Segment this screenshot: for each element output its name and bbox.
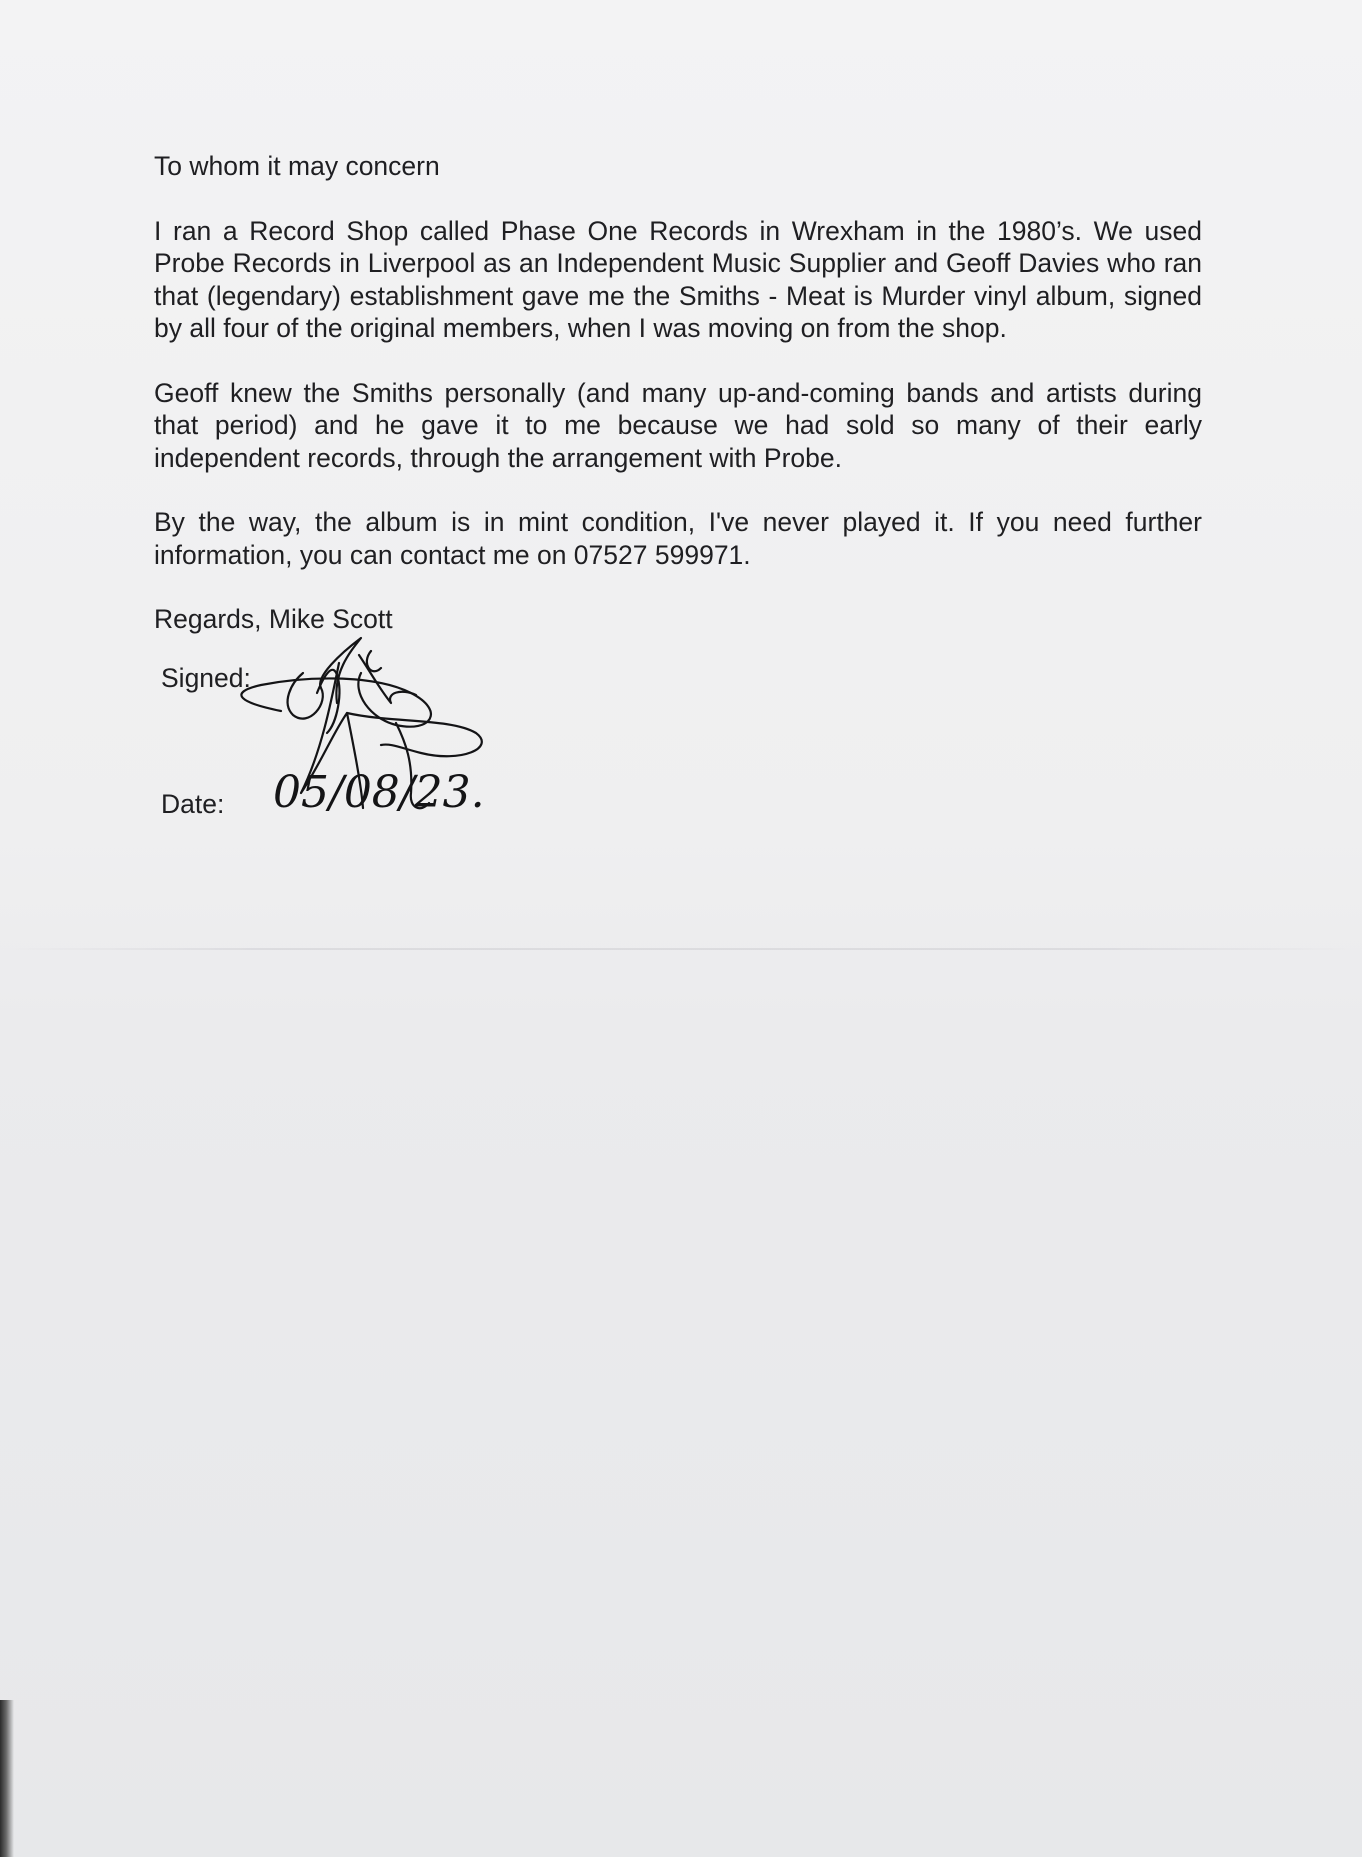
date-label: Date: (161, 789, 225, 819)
letter-greeting: To whom it may concern (154, 151, 440, 181)
letter-paragraph-1: I ran a Record Shop called Phase One Records in Wrexham in the 1980’s. We used Probe Records in Liverpool as an Independent Music Supplier and Geoff Davies who ran that (legendary) establishment gave me the Smiths - Meat is Murder vinyl album, signed by all four of the original members, when I was moving on from the shop. (154, 215, 1202, 343)
signed-label: Signed: (161, 663, 251, 693)
paper-fold-line (0, 948, 1362, 950)
letter-body (154, 150, 1202, 636)
letter-paragraph-3: By the way, the album is in mint condition, I've never played it. If you need further information, you can contact me on 07527 599971. (154, 507, 1202, 570)
letter-closing: Regards, Mike Scott (154, 604, 393, 634)
handwritten-signature (221, 633, 561, 853)
letter-paragraph-2: Geoff knew the Smiths personally (and many up-and-coming bands and artists during that period) and he gave it to me because we had sold so many of their early independent records, through the arrangement with Probe. (154, 377, 1202, 473)
signature-block (161, 633, 561, 853)
handwritten-date: 05/08/23. (273, 767, 485, 818)
paper-edge-shadow (0, 1700, 14, 1857)
